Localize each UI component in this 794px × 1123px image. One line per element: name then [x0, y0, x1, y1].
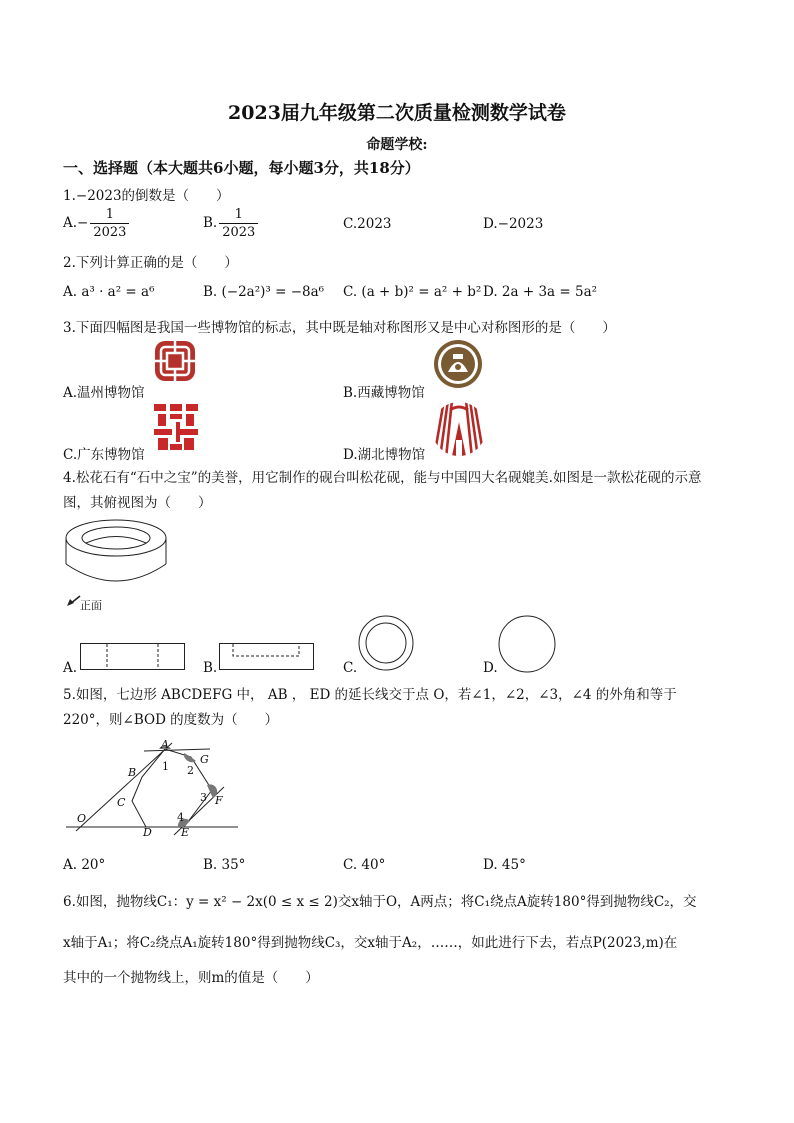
- label-C: C: [117, 796, 126, 809]
- q4-b-figure: [219, 643, 315, 671]
- label-E: E: [181, 826, 190, 839]
- q2-option-b: B. (−2a²)³ = −8a⁶: [203, 284, 325, 300]
- q4-stem-line1: 4.松花石有“石中之宝”的美誉，用它制作的砚台叫松花砚，能与中国四大名砚媲美.如图是一款松花砚的示意: [63, 470, 702, 486]
- q2-stem: 2.下列计算正确的是（ ）: [63, 255, 238, 271]
- q5-option-a: A. 20°: [63, 857, 106, 873]
- heptagon-figure: [62, 735, 242, 845]
- q3-stem: 3.下面四幅图是我国一些博物馆的标志，其中既是轴对称图形又是中心对称图形的是（ ）: [63, 320, 616, 336]
- q1-a-prefix: A.−: [63, 215, 89, 231]
- page-title: 2023届九年级第二次质量检测数学试卷: [228, 102, 566, 124]
- q4-option-c: C.: [343, 660, 358, 676]
- guangdong-museum-logo: [152, 402, 200, 452]
- q4-option-b: B.: [203, 660, 218, 676]
- label-3: 3: [200, 791, 207, 804]
- q6-line2: x轴于A₁；将C₂绕点A₁旋转180°得到抛物线C₃，交x轴于A₂，……，如此进行下去，若点P(2023,m)在: [63, 935, 678, 951]
- q5-option-c: C. 40°: [343, 857, 386, 873]
- front-label: 正面: [80, 599, 102, 612]
- q1-option-c: C.2023: [343, 216, 392, 232]
- q4-option-a: A.: [63, 660, 78, 676]
- q3-option-c: C.广东博物馆: [63, 447, 145, 463]
- label-A: A: [161, 738, 169, 751]
- q5-stem-line2: 220°，则∠BOD 的度数为（ ）: [63, 712, 279, 728]
- label-1: 1: [162, 760, 169, 773]
- q1-b-num: 1: [219, 206, 258, 224]
- q4-d-figure: [498, 615, 556, 673]
- q6-line3: 其中的一个抛物线上，则m的值是（ ）: [63, 970, 319, 986]
- q1-b-den: 2023: [222, 225, 256, 240]
- q3-option-b: B.西藏博物馆: [343, 385, 425, 401]
- q5-option-b: B. 35°: [203, 857, 246, 873]
- label-G: G: [200, 753, 209, 766]
- q4-option-d: D.: [483, 660, 498, 676]
- q3-option-a: A.温州博物馆: [63, 385, 145, 401]
- label-B: B: [128, 766, 137, 779]
- q2-option-c: C. (a + b)² = a² + b²: [343, 284, 482, 300]
- school-label: 命题学校:: [366, 137, 428, 153]
- q1-a-num: 1: [90, 206, 129, 224]
- q1-a-den: 2023: [93, 225, 127, 240]
- q6-line1: 6.如图，抛物线C₁：y = x² − 2x(0 ≤ x ≤ 2)交x轴于O，A两点；将C₁绕点A旋转180°得到抛物线C₂，交: [63, 894, 697, 910]
- section-heading: 一、选择题（本大题共6小题，每小题3分，共18分）: [63, 159, 420, 177]
- q2-option-d: D. 2a + 3a = 5a²: [483, 284, 598, 300]
- inkstone-figure: [62, 516, 172, 610]
- q5-stem-line1: 5.如图，七边形 ABCDEFG 中， AB ， ED 的延长线交于点 O，若∠1，∠2，∠3，∠4 的外角和等于: [63, 687, 677, 703]
- label-F: F: [215, 794, 223, 807]
- label-O: O: [77, 812, 87, 825]
- q4-c-figure: [358, 615, 414, 671]
- wenzhou-museum-logo: [152, 338, 198, 384]
- q1-b-prefix: B.: [203, 215, 218, 231]
- label-4: 4: [177, 811, 184, 824]
- q1-option-a: [63, 206, 129, 241]
- label-2: 2: [187, 764, 194, 777]
- q1-stem: 1.−2023的倒数是（ ）: [63, 188, 230, 204]
- label-D: D: [143, 826, 152, 839]
- q4-a-figure: [80, 643, 186, 671]
- q2-option-a: A. a³ · a² = a⁶: [63, 284, 155, 300]
- hubei-museum-logo: [430, 400, 488, 458]
- q1-option-b: [203, 206, 258, 241]
- q1-option-d: D.−2023: [483, 216, 544, 232]
- q5-option-d: D. 45°: [483, 857, 526, 873]
- q3-option-d: D.湖北博物馆: [343, 447, 426, 463]
- tibet-museum-logo: [432, 338, 484, 390]
- q4-stem-line2: 图，其俯视图为（ ）: [63, 495, 212, 511]
